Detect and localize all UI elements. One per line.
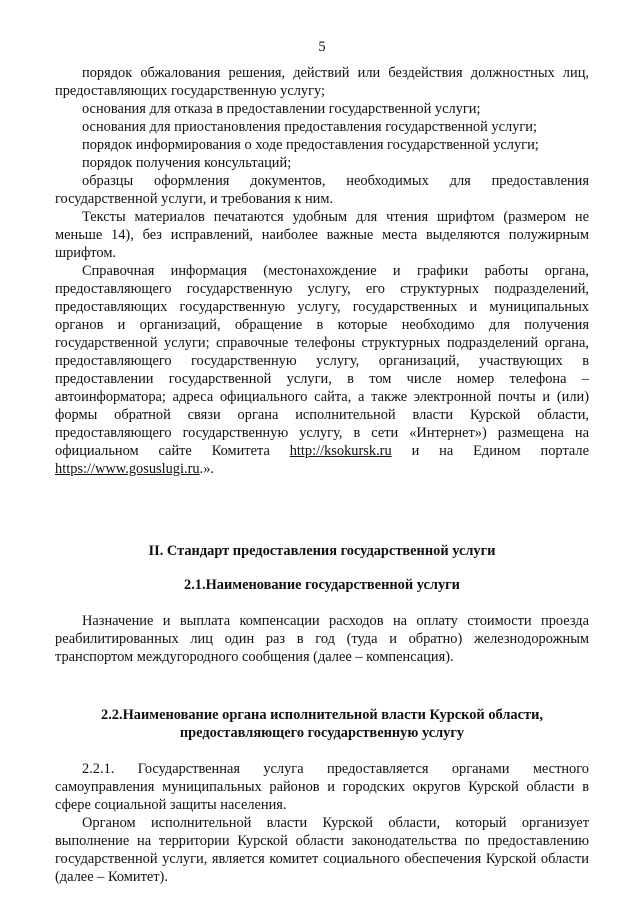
reference-info-text: Справочная информация (местонахождение и графики работы органа, предоставляющего государственную услугу, его структурных подразделений, предоставляющих государственную услугу, государственных и муниципальных органов и организаций, обращение в которые необходимо для получения государственной услуги; справочные телефоны структурных подразделений органа, предоставляющего государственную услугу, организаций, участвующих в предоставлении государственной услуги, в том числе номер телефона – автоинформатора; адреса официального сайта, а также электронной почты и (или) формы обратной связи органа исполнительной власти Курской области, предоставляющего государственную услугу, в сети «Интернет») размещена на официальном сайте Комитета <box>55 263 589 459</box>
list-item: порядок информирования о ходе предоставления государственной услуги; <box>82 137 539 153</box>
subsection-2-2-paragraph-1: 2.2.1. Государственная услуга предоставляется органами местного самоуправления муниципальных районов и городских округов Курской области в сфере социальной защиты населения. <box>55 761 589 813</box>
subsection-2-2-title-line1: 2.2.Наименование органа исполнительной власти Курской области, <box>101 707 543 723</box>
reference-info-paragraph <box>55 262 589 478</box>
list-item: образцы оформления документов, необходимых для предоставления государственной услуги, и требования к ним. <box>55 173 589 207</box>
ksokursk-link[interactable]: http://ksokursk.ru <box>289 443 392 459</box>
reference-info-tail: .». <box>199 461 214 477</box>
page-content <box>55 38 589 886</box>
list-item: основания для отказа в предоставлении государственной услуги; <box>82 101 481 117</box>
section-title: II. Стандарт предоставления государственной услуги <box>148 543 496 559</box>
page-number: 5 <box>318 39 326 55</box>
list-item: порядок получения консультаций; <box>82 155 292 171</box>
list-item: порядок обжалования решения, действий или бездействия должностных лиц, предоставляющих государственную услугу; <box>55 65 589 99</box>
subsection-2-1-title: 2.1.Наименование государственной услуги <box>184 577 460 593</box>
subsection-2-2-title <box>55 706 589 742</box>
subsection-2-2-title-line2: предоставляющего государственную услугу <box>179 725 465 741</box>
gosuslugi-link[interactable]: https://www.gosuslugi.ru <box>55 461 200 477</box>
subsection-2-2-paragraph-2: Органом исполнительной власти Курской области, который организует выполнение на территории Курской области законодательства по предоставлению государственной услуги, является комитет социального обеспечения Курской области (далее – Комитет). <box>55 815 589 885</box>
subsection-2-1-text: Назначение и выплата компенсации расходов на оплату стоимости проезда реабилитированных лиц один раз в год (туда и обратно) железнодорожным транспортом междугородного сообщения (далее – компенсация). <box>55 613 589 665</box>
list-item: основания для приостановления предоставления государственной услуги; <box>82 119 537 135</box>
reference-info-middle: и на Едином портале <box>411 443 589 459</box>
font-requirements-paragraph: Тексты материалов печатаются удобным для чтения шрифтом (размером не меньше 14), без исправлений, наиболее важные места выделяются полужирным шрифтом. <box>55 209 589 261</box>
